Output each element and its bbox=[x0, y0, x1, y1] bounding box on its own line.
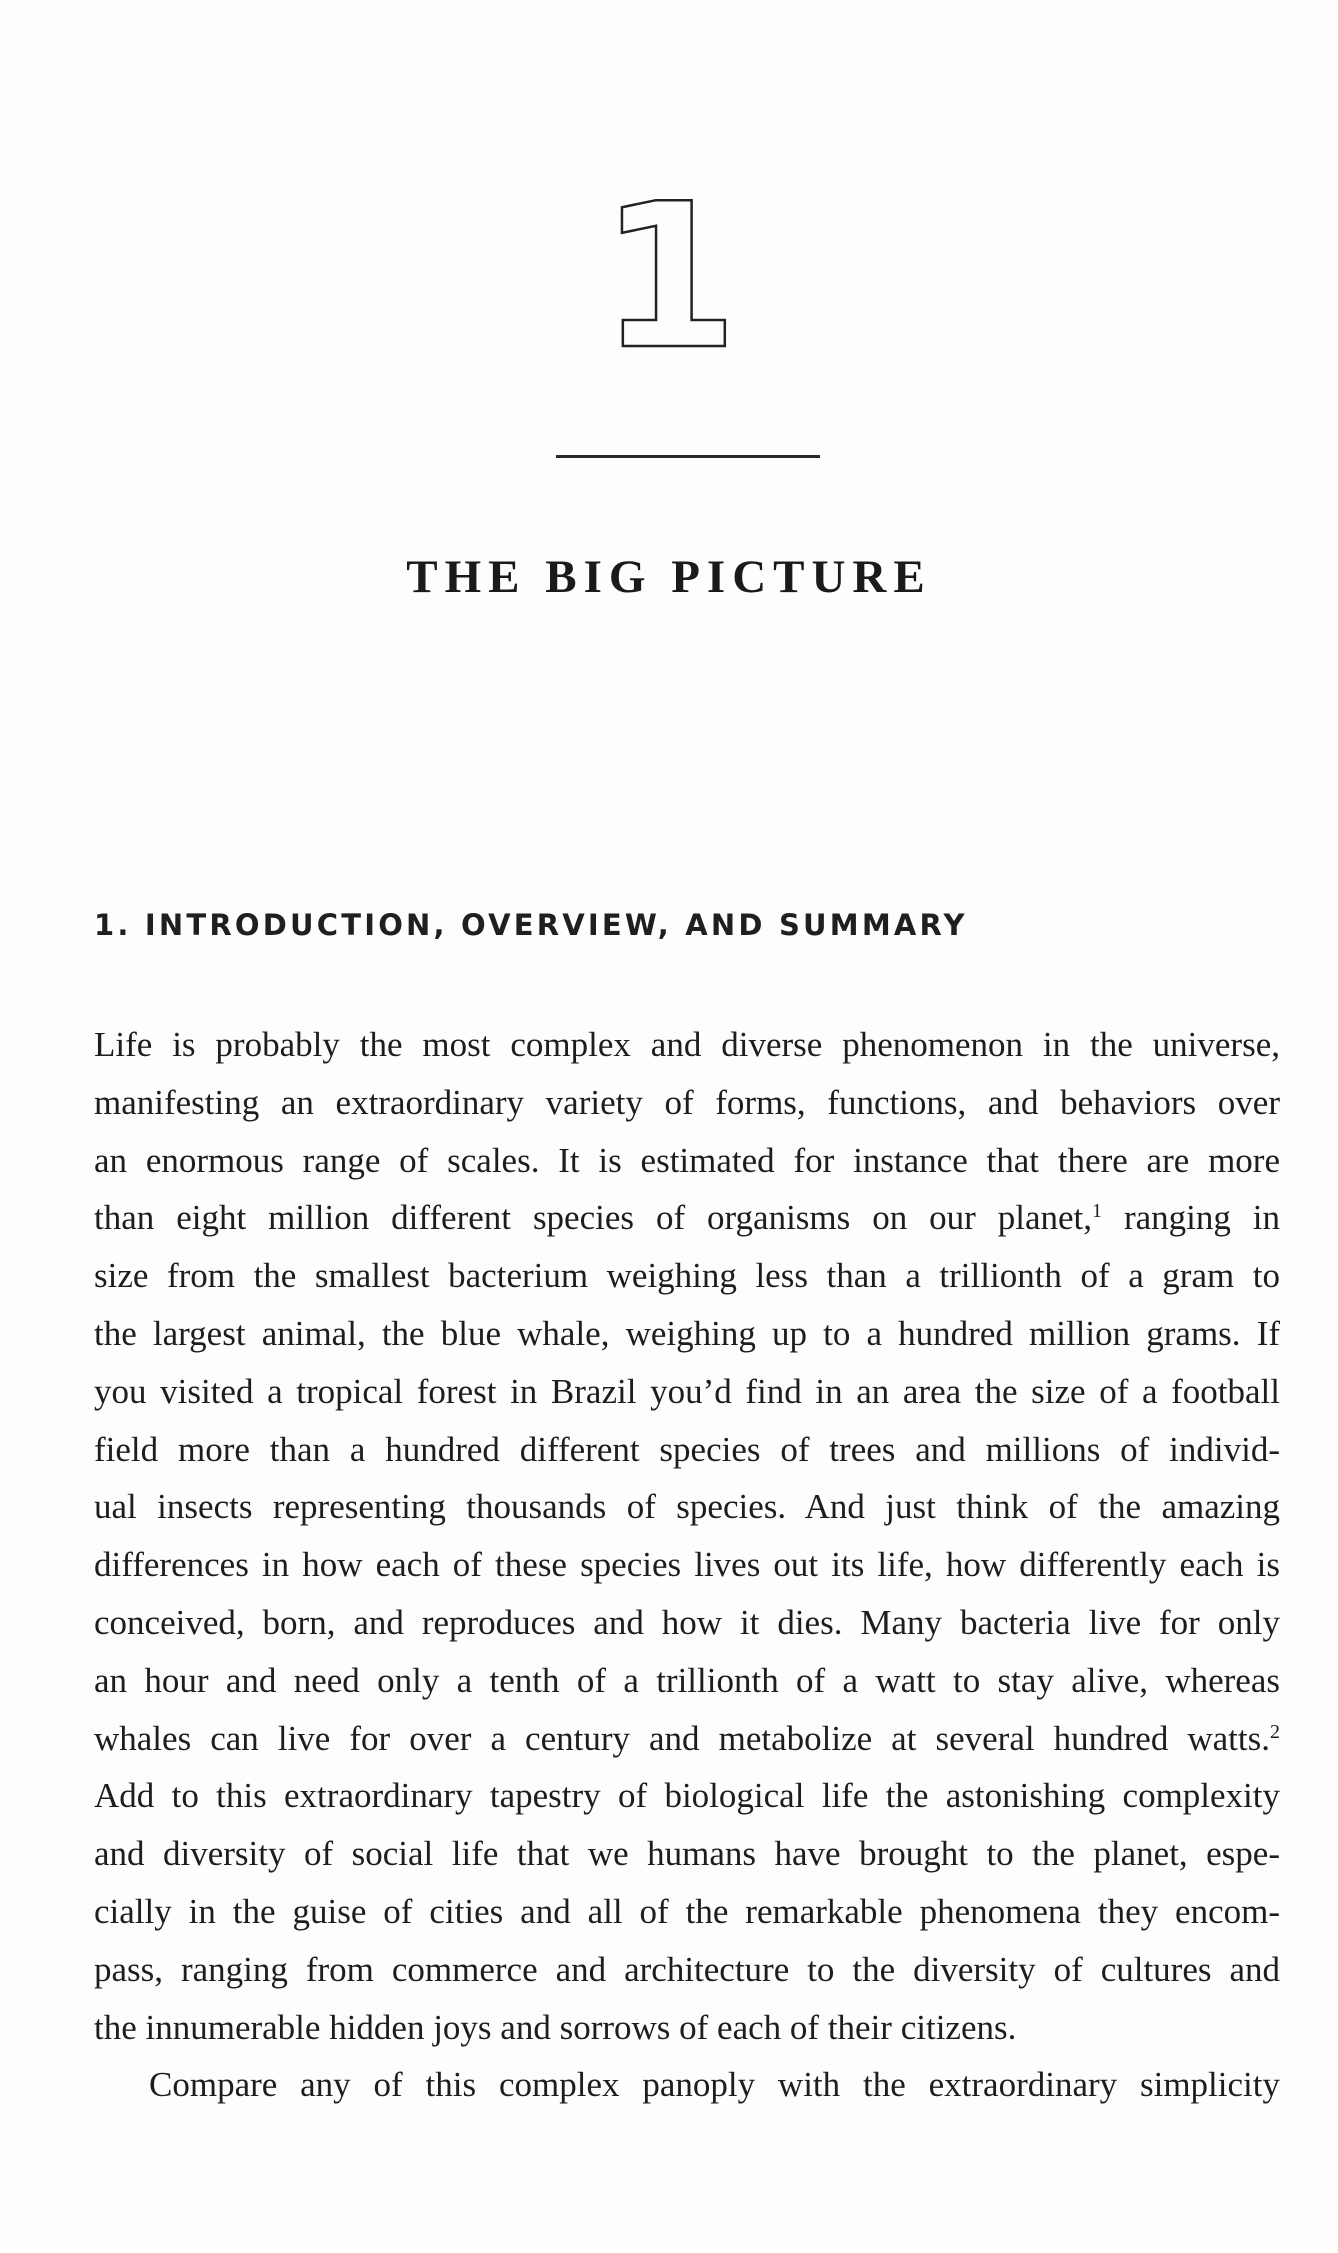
text-line: differences in how each of these species lives out its life, how differently each is bbox=[94, 1545, 1280, 1585]
text-line: cially in the guise of cities and all of the remarkable phenomena they encom- bbox=[94, 1891, 1280, 1931]
text-line: the largest animal, the blue whale, weighing up to a hundred million grams. If bbox=[94, 1313, 1280, 1353]
chapter-divider bbox=[556, 455, 820, 458]
footnote-marker: 1 bbox=[1092, 1200, 1102, 1223]
text-line: the innumerable hidden joys and sorrows of each of their citizens. bbox=[94, 2007, 1017, 2047]
text-line: manifesting an extraordinary variety of forms, functions, and behaviors over bbox=[94, 1082, 1280, 1122]
text-line: field more than a hundred different species of trees and millions of individ- bbox=[94, 1429, 1280, 1469]
text-fragment: than eight million different species of organisms on our planet, bbox=[94, 1198, 1092, 1238]
text-line: ual insects representing thousands of species. And just think of the amazing bbox=[94, 1487, 1280, 1527]
text-line-paragraph-start: Compare any of this complex panoply with the extraordinary simplicity bbox=[149, 2065, 1280, 2105]
text-line bbox=[94, 1189, 1280, 1247]
chapter-number: 1 bbox=[599, 161, 739, 394]
text-line: and diversity of social life that we humans have brought to the planet, espe- bbox=[94, 1834, 1280, 1874]
text-fragment: ranging in bbox=[1123, 1198, 1281, 1238]
text-line: pass, ranging from commerce and architecture to the diversity of cultures and bbox=[94, 1949, 1280, 1989]
text-line: Life is probably the most complex and diverse phenomenon in the universe, bbox=[94, 1025, 1280, 1064]
text-fragment: whales can live for over a century and metabolize at several hundred watts. bbox=[94, 1718, 1270, 1758]
text-line: conceived, born, and reproduces and how it dies. Many bacteria live for only bbox=[94, 1602, 1280, 1642]
text-line: an enormous range of scales. It is estimated for instance that there are more bbox=[94, 1140, 1280, 1180]
text-line: size from the smallest bacterium weighing less than a trillionth of a gram to bbox=[94, 1256, 1280, 1296]
chapter-title: THE BIG PICTURE bbox=[406, 551, 932, 603]
section-heading: 1. INTRODUCTION, OVERVIEW, AND SUMMARY bbox=[94, 908, 968, 942]
text-line: you visited a tropical forest in Brazil you’d find in an area the size of a football bbox=[94, 1371, 1280, 1411]
text-line: Add to this extraordinary tapestry of biological life the astonishing complexity bbox=[94, 1776, 1280, 1816]
text-line: an hour and need only a tenth of a trillionth of a watt to stay alive, whereas bbox=[94, 1660, 1280, 1700]
text-line bbox=[94, 1710, 1280, 1768]
footnote-marker: 2 bbox=[1270, 1720, 1280, 1743]
body-text bbox=[94, 1016, 1280, 2114]
